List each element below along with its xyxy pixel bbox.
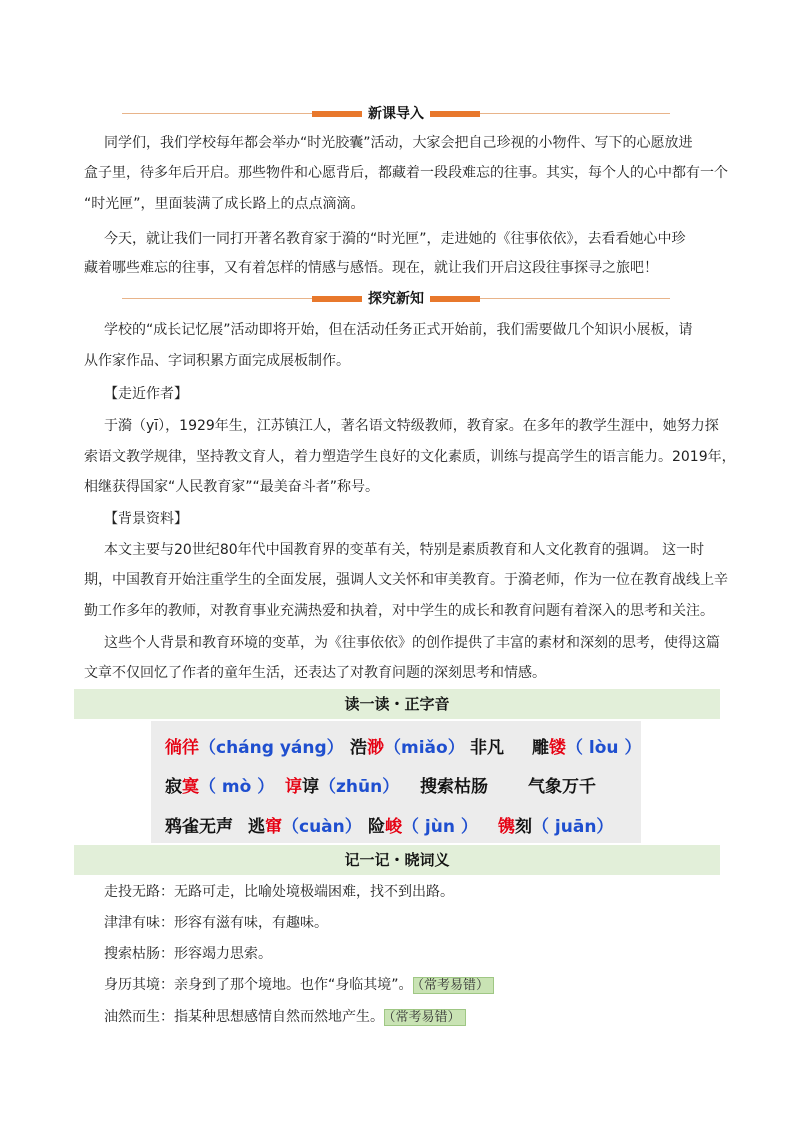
background-line: 勤工作多年的教师，对教育事业充满热爱和执着，对中学生的成长和教育问题有着深入的思考和关注。 xyxy=(84,603,714,619)
background-line: 这些个人背景和教育环境的变革，为《往事依依》的创作提供了丰富的素材和深刻的思考，使得这篇 xyxy=(104,635,720,651)
word-definition: 搜索枯肠：形容竭力思索。 xyxy=(104,946,272,962)
background-line: 期，中国教育开始注重学生的全面发展，强调人文关怀和审美教育。于漪老师，作为一位在教育战线上辛 xyxy=(84,572,728,588)
intro-line: 盒子里，待多年后开启。那些物件和心愿背后，都藏着一段段难忘的往事。其实，每个人的心中都有一个 xyxy=(84,165,728,181)
word-item: 搜索枯肠 xyxy=(420,777,488,797)
word-item: 险峻（ jùn ） xyxy=(368,817,478,837)
word-item: 寂寞（ mò ） xyxy=(165,777,275,797)
author-line: 索语文教学规律，坚持教文育人，着力塑造学生良好的文化素质，训练与提高学生的语言能力。2019年， xyxy=(84,449,736,465)
word-item: 雕镂（ lòu ） xyxy=(532,738,642,758)
word-item: 镌刻（ juān） xyxy=(498,817,614,837)
explore-line: 学校的“成长记忆展”活动即将开始，但在活动任务正式开始前，我们需要做几个知识小展板，请 xyxy=(104,322,693,338)
word-item: 逃窜（cuàn） xyxy=(248,817,362,837)
accent-bar-left xyxy=(312,111,364,117)
intro-line: “时光匣”，里面装满了成长路上的点点滴滴。 xyxy=(84,196,365,212)
word-item: 非凡 xyxy=(470,738,504,758)
intro-line: 同学们，我们学校每年都会举办“时光胶囊”活动，大家会把自己珍视的小物件、写下的心愿放进 xyxy=(104,135,693,151)
word-item: 鸦雀无声 xyxy=(165,817,233,837)
background-line: 本文主要与20世纪80年代中国教育界的变革有关，特别是素质教育和人文化教育的强调。 这一时 xyxy=(104,542,705,558)
intro-line: 藏着哪些难忘的往事，又有着怎样的情感与感悟。现在，就让我们开启这段往事探寻之旅吧！ xyxy=(84,260,658,276)
accent-bar-right xyxy=(428,111,480,117)
read-band: 读一读・正字音 xyxy=(74,689,720,719)
background-heading: 【背景资料】 xyxy=(104,511,188,527)
section-title: 探究新知 xyxy=(362,289,430,309)
word-item: 谆谆（zhūn） xyxy=(285,777,400,797)
word-item: 徜徉（cháng yáng） xyxy=(165,738,344,758)
word-definition: 津津有味：形容有滋有味，有趣味。 xyxy=(104,915,328,931)
section-title: 新课导入 xyxy=(362,104,430,124)
section-header-new-lesson xyxy=(122,104,670,124)
explore-line: 从作家作品、字词积累方面完成展板制作。 xyxy=(84,353,350,369)
word-definition: 身历其境：亲身到了那个境地。也作“身临其境”。 （常考易错） xyxy=(104,975,744,996)
author-line: 于漪（yī），1929年生，江苏镇江人，著名语文特级教师，教育家。在多年的教学生涯中，她努力探 xyxy=(104,418,719,434)
memo-band: 记一记・晓词义 xyxy=(74,845,720,875)
frequent-error-tag: （常考易错） xyxy=(413,977,495,994)
word-item: 浩渺（miǎo） xyxy=(350,738,465,758)
word-item: 气象万千 xyxy=(528,777,596,797)
word-definition: 走投无路：无路可走，比喻处境极端困难，找不到出路。 xyxy=(104,884,454,900)
author-heading: 【走近作者】 xyxy=(104,386,188,402)
accent-bar-right xyxy=(428,296,480,302)
frequent-error-tag: （常考易错） xyxy=(384,1009,466,1026)
word-definition: 油然而生：指某种思想感情自然而然地产生。 （常考易错） xyxy=(104,1007,744,1028)
accent-bar-left xyxy=(312,296,364,302)
author-line: 相继获得国家“人民教育家”“最美奋斗者”称号。 xyxy=(84,479,380,495)
section-header-explore xyxy=(122,289,670,309)
background-line: 文章不仅回忆了作者的童年生活，还表达了对教育问题的深刻思考和情感。 xyxy=(84,665,546,681)
intro-line: 今天，就让我们一同打开著名教育家于漪的“时光匣”，走进她的《往事依依》，去看看她心中珍 xyxy=(104,231,686,247)
